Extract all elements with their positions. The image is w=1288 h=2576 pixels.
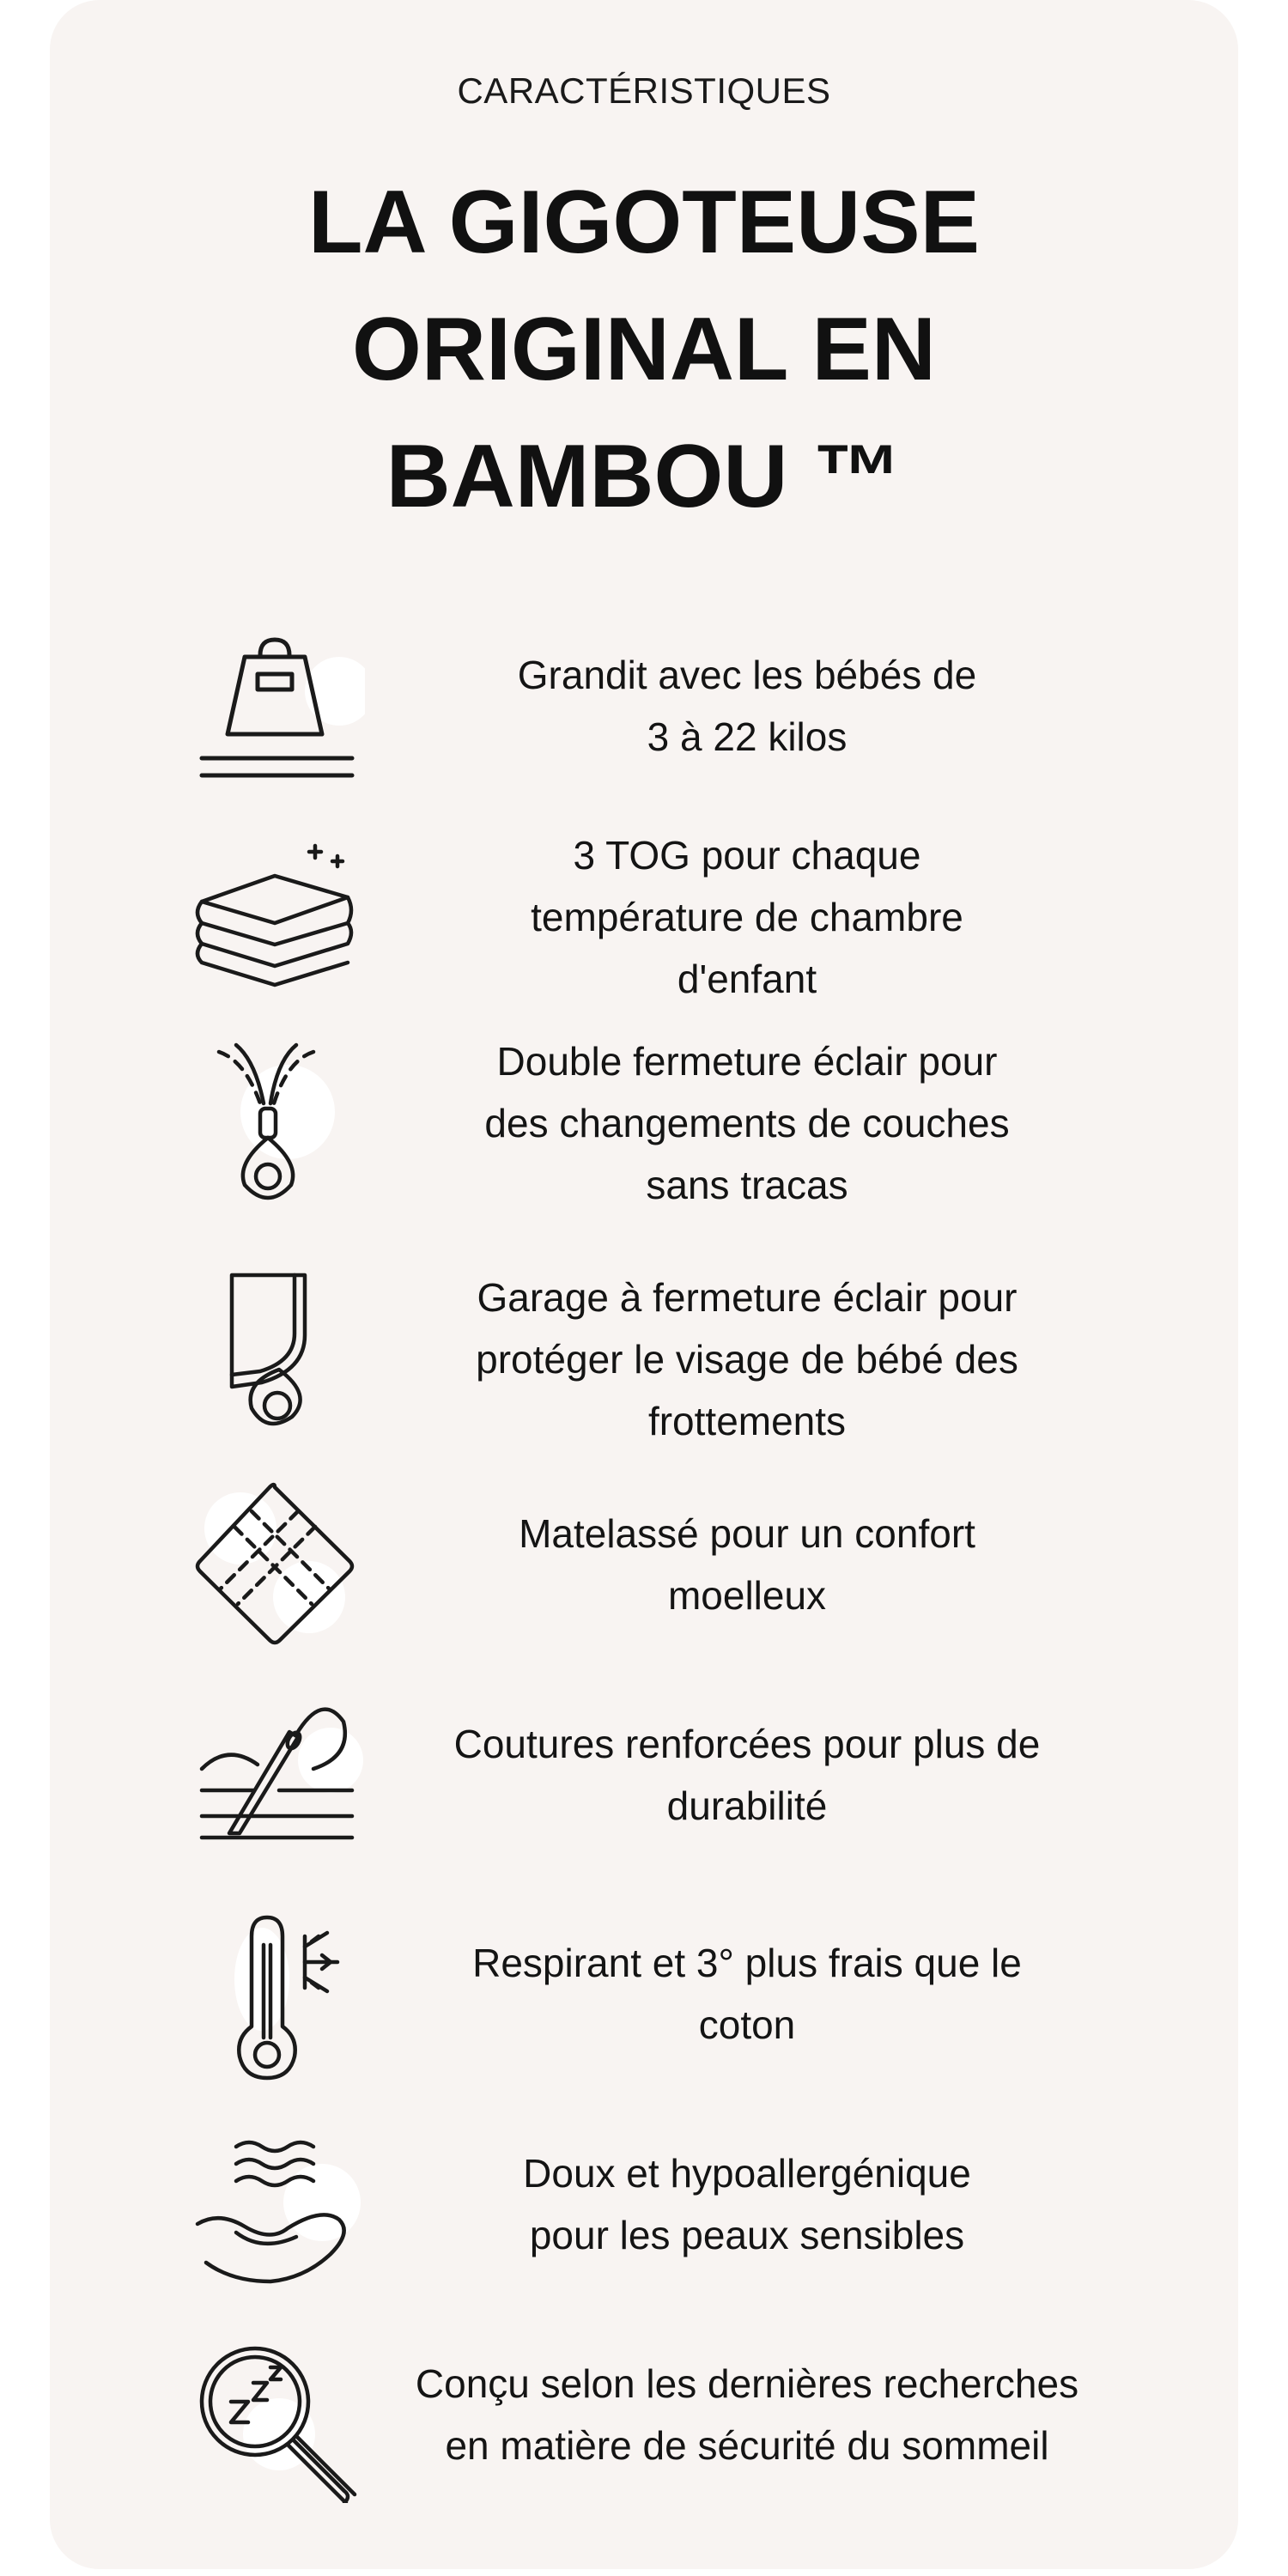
feature-line: protéger le visage de bébé des [476,1337,1018,1382]
feature-line: 3 TOG pour chaque [573,833,921,878]
feature-line: des changements de couches [484,1101,1010,1145]
double-zipper-icon [185,1035,365,1206]
feature-text [395,1503,1099,1626]
feature-text [395,1030,1099,1216]
feature-text [395,1713,1099,1837]
feature-text [395,2353,1099,2476]
feature-line: Grandit avec les bébés de [517,653,977,697]
title-line: ORIGINAL EN [352,300,936,399]
zipper-garage-icon [185,1267,365,1438]
feature-line: Matelassé pour un confort [519,1511,975,1556]
quilted-square-icon [185,1477,365,1649]
feature-line: Respirant et 3° plus frais que le [472,1941,1022,1985]
feature-line: Doux et hypoallergénique [523,2151,971,2196]
feature-text [395,644,1099,768]
feature-line: Garage à fermeture éclair pour [477,1275,1018,1320]
section-eyebrow: CARACTÉRISTIQUES [457,70,831,111]
feature-line: température de chambre [531,895,963,939]
feature-line: sans tracas [646,1163,848,1207]
thermometer-snowflake-icon [185,1911,365,2082]
feature-line: coton [698,2002,796,2047]
feature-line: Double fermeture éclair pour [496,1039,998,1084]
weight-icon [185,623,365,794]
feature-line: en matière de sécurité du sommeil [445,2423,1049,2468]
needle-thread-icon [185,1696,365,1868]
page-title [0,159,1288,540]
title-line: BAMBOU ™ [386,427,902,526]
feature-line: durabilité [666,1783,828,1828]
title-line: LA GIGOTEUSE [308,173,980,272]
feature-text [395,824,1099,1010]
feature-text [395,1267,1099,1452]
feature-line: Coutures renforcées pour plus de [453,1722,1041,1766]
feature-line: frottements [647,1399,847,1443]
feature-line: pour les peaux sensibles [529,2213,965,2257]
magnifier-sleep-icon [185,2331,365,2503]
feature-line: 3 à 22 kilos [647,714,848,759]
feature-line: d'enfant [677,957,817,1001]
folded-blanket-icon [185,837,365,1009]
feature-line: Conçu selon les dernières recherches [415,2361,1079,2406]
feature-text [395,2142,1099,2266]
hand-waves-icon [185,2125,365,2297]
feature-text [395,1932,1099,2056]
feature-line: moelleux [667,1573,827,1618]
